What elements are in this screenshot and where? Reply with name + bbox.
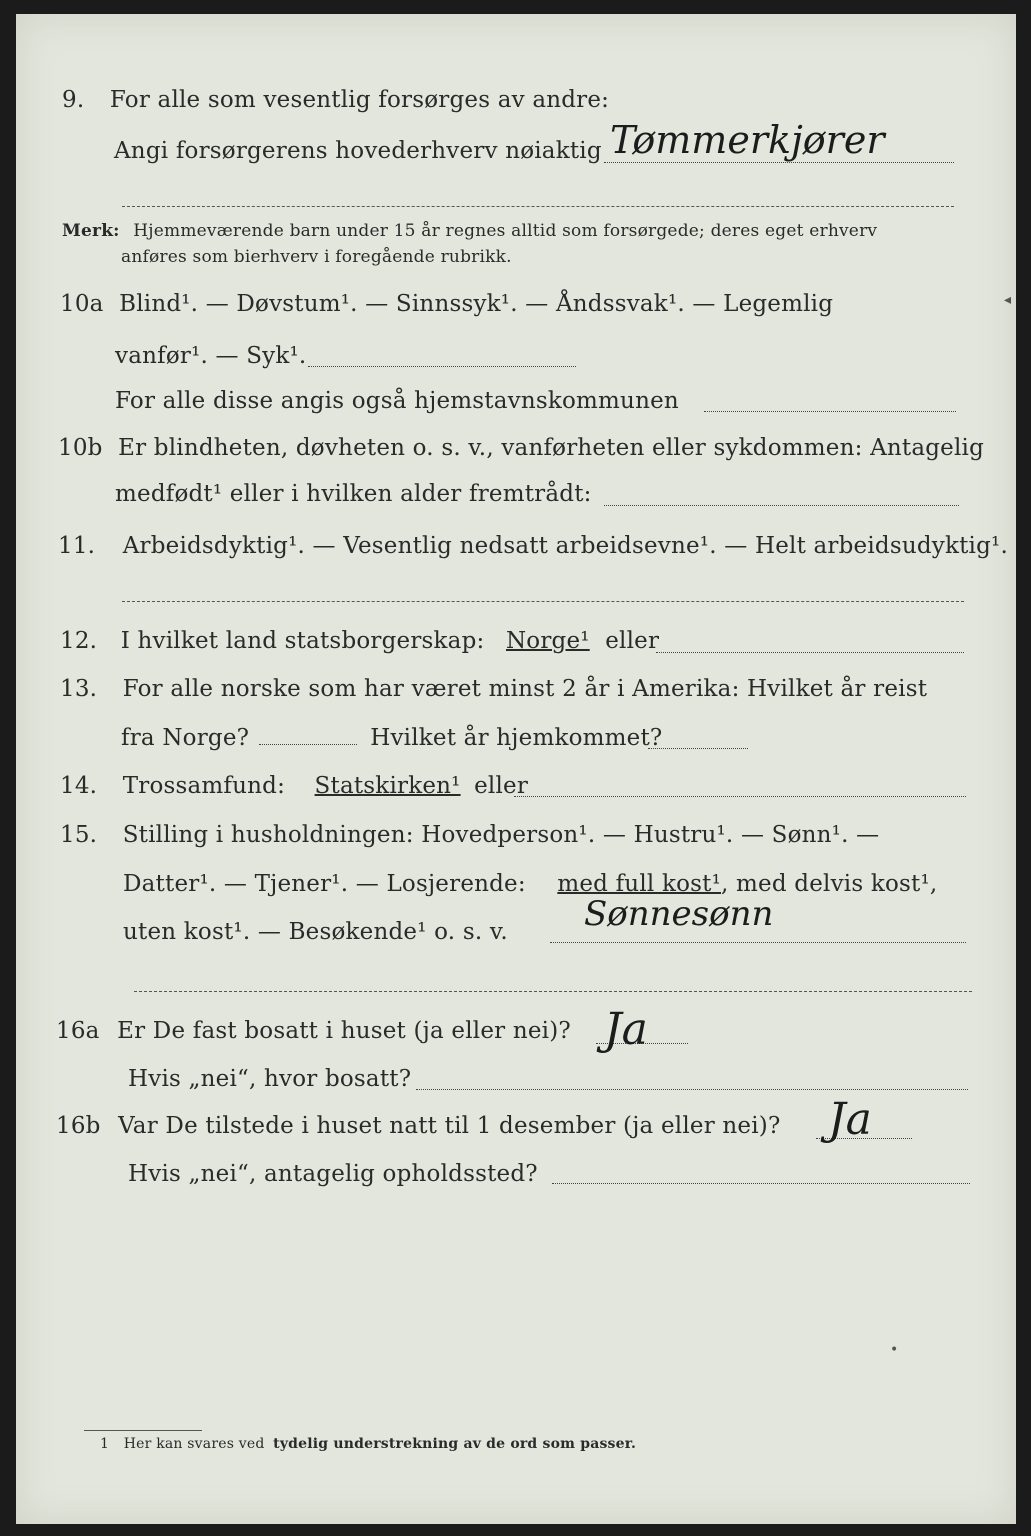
- q10b-line1: [58, 435, 984, 461]
- q9-line2: Angi forsørgerens hovederhverv nøiaktig: [114, 138, 602, 164]
- footnote-text-b: tydelig understrekning av de ord som passer.: [273, 1436, 637, 1452]
- q15-text1: Stilling i husholdningen: Hovedperson¹. — Hustru¹. — Sønn¹. —: [122, 822, 880, 848]
- ink-spot: •: [890, 1342, 899, 1358]
- q14-eller: eller: [474, 773, 529, 799]
- q16b-number: 16b: [56, 1113, 101, 1139]
- footnote: [100, 1436, 636, 1452]
- q16b-text1: Var De tilstede i huset natt til 1 desember (ja eller nei)?: [118, 1113, 781, 1139]
- q15-text2c: , med delvis kost¹,: [721, 871, 938, 897]
- q15-line3: uten kost¹. — Besøkende¹ o. s. v.: [123, 919, 508, 945]
- census-form-page: [16, 14, 1016, 1524]
- q16a-line1: [56, 1018, 571, 1044]
- q15-text2: Datter¹. — Tjener¹. — Losjerende:: [123, 871, 526, 897]
- q16b-opholdssted-line: [552, 1183, 970, 1184]
- q16b-line1: [56, 1113, 781, 1139]
- footnote-rule: [84, 1430, 202, 1431]
- q13-hjemkommet-line: [648, 748, 748, 749]
- edge-mark: ◂: [1004, 292, 1012, 308]
- q10a-line3: For alle disse angis også hjemstavnskommunen: [115, 388, 679, 414]
- q11-text: Arbeidsdyktig¹. — Vesentlig nedsatt arbeidsevne¹. — Helt arbeidsudyktig¹.: [122, 533, 1008, 559]
- q15-line1: [60, 822, 879, 848]
- q10b-text1: Er blindheten, døvheten o. s. v., vanførheten eller sykdommen: Antagelig: [118, 435, 985, 461]
- q15-line2: [123, 871, 937, 897]
- q10a-line2: vanfør¹. — Syk¹.: [115, 343, 307, 369]
- q16b-line2: Hvis „nei“, antagelig opholdssted?: [128, 1161, 538, 1187]
- q15-full-kost: med full kost¹: [557, 871, 721, 897]
- q13-text: For alle norske som har været minst 2 år i Amerika: Hvilket år reist: [122, 676, 928, 702]
- q12-eller: eller: [605, 628, 660, 654]
- q15-extra-line: [134, 991, 972, 992]
- q9-answer-line: [604, 162, 954, 163]
- q16a-line2: Hvis „nei“, hvor bosatt?: [128, 1066, 412, 1092]
- q15-answer-line: [550, 942, 966, 943]
- q10b-line2: medfødt¹ eller i hvilken alder fremtrådt:: [115, 481, 592, 507]
- q9-extra-line: [122, 206, 954, 207]
- q9-handwritten-answer: Tømmerkjører: [610, 118, 885, 162]
- q11-extra-line: [122, 601, 964, 602]
- q14-number: 14.: [60, 773, 98, 799]
- q12-text: I hvilket land statsborgerskap:: [120, 628, 485, 654]
- q16b-handwritten-answer: Ja: [828, 1094, 872, 1145]
- q13-reist-label: fra Norge?: [121, 725, 250, 751]
- q13-number: 13.: [60, 676, 98, 702]
- q13-hjemkommet-label: Hvilket år hjemkommet?: [370, 725, 663, 751]
- q16a-handwritten-answer: Ja: [604, 1004, 648, 1055]
- q13-line2: [121, 725, 662, 751]
- q14-answer-line: [514, 796, 966, 797]
- q16a-number: 16a: [56, 1018, 100, 1044]
- q11-line1: [58, 533, 1008, 559]
- q9-line1: [62, 87, 609, 113]
- q9-text: For alle som vesentlig forsørges av andre:: [109, 87, 610, 113]
- footnote-mark: 1: [100, 1436, 110, 1452]
- q14-line: [60, 773, 528, 799]
- q10a-sick-line: [308, 366, 576, 367]
- q13-line1: [60, 676, 927, 702]
- q10a-kommune-line: [704, 411, 956, 412]
- q14-statskirken: Statskirken¹: [314, 773, 461, 799]
- q10b-number: 10b: [58, 435, 103, 461]
- q12-norge: Norge¹: [505, 628, 590, 654]
- footnote-text-a: Her kan svares ved: [123, 1436, 265, 1452]
- q16a-text1: Er De fast bosatt i huset (ja eller nei)?: [117, 1018, 571, 1044]
- q10b-answer-line: [604, 505, 959, 506]
- q15-number: 15.: [60, 822, 98, 848]
- merk-line1: [62, 221, 877, 241]
- q15-handwritten-answer: Sønnesønn: [584, 894, 774, 934]
- q10a-number: 10a: [60, 291, 104, 317]
- q16a-bosatt-line: [416, 1089, 968, 1090]
- merk-label: Merk:: [62, 221, 120, 241]
- q10a-line1: [60, 291, 833, 317]
- q12-line: [60, 628, 659, 654]
- q11-number: 11.: [58, 533, 96, 559]
- merk-line2: anføres som bierhverv i foregående rubrikk.: [121, 247, 512, 267]
- q10a-text1: Blind¹. — Døvstum¹. — Sinnssyk¹. — Åndssvak¹. — Legemlig: [119, 291, 834, 317]
- q12-answer-line: [656, 652, 964, 653]
- merk-text1: Hjemmeværende barn under 15 år regnes alltid som forsørgede; deres eget erhverv: [133, 221, 878, 241]
- q9-number: 9.: [62, 87, 85, 113]
- q13-reist-line: [259, 744, 357, 745]
- q12-number: 12.: [60, 628, 98, 654]
- q14-text: Trossamfund:: [122, 773, 286, 799]
